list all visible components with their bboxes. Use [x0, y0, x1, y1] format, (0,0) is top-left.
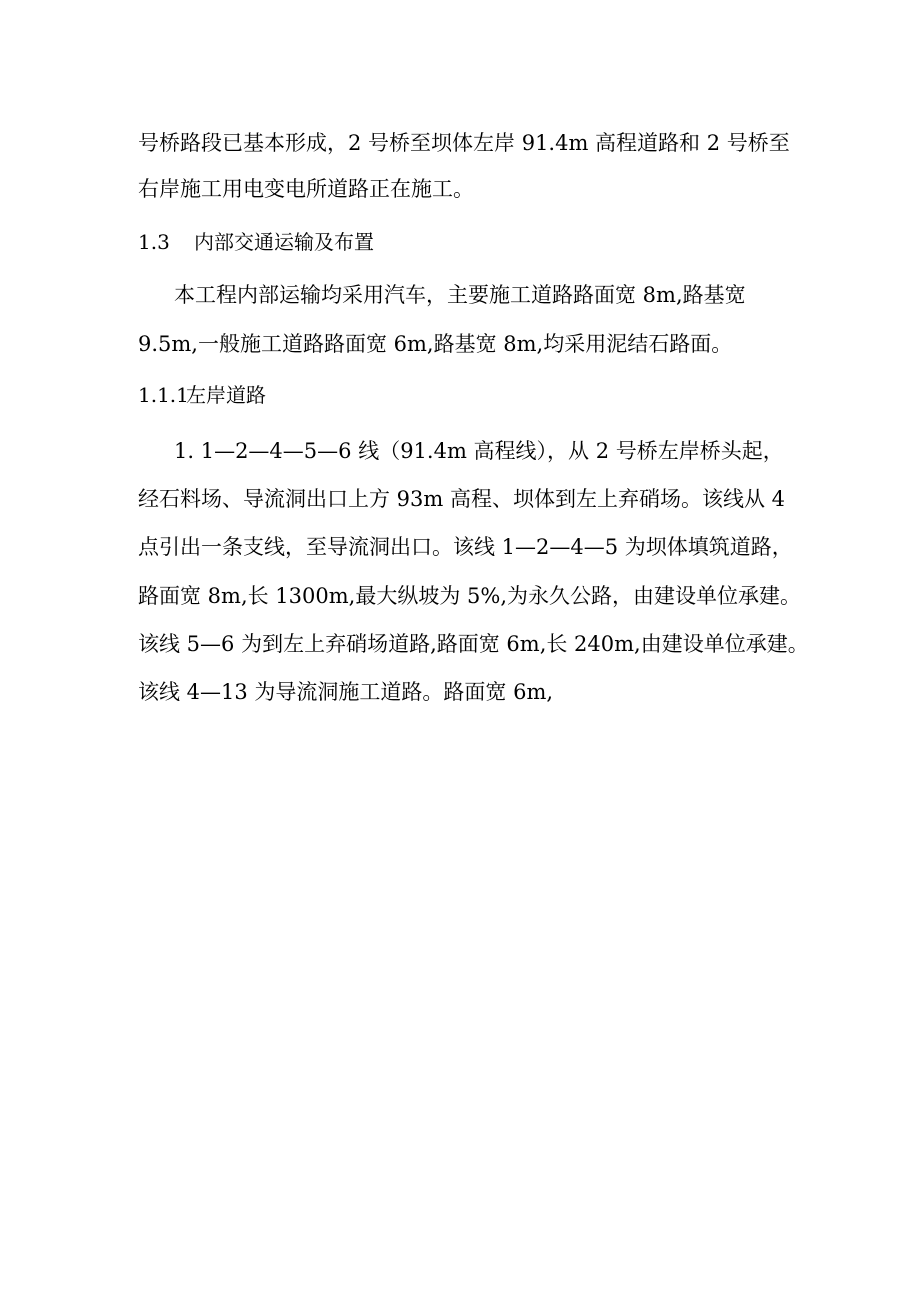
section-title: 左岸道路 — [186, 383, 266, 407]
paragraph-continuation-line-1: 号桥路段已基本形成，2 号桥至坝体左岸 91.4m 高程道路和 2 号桥至 — [138, 131, 790, 155]
paragraph-continuation-line-2: 右岸施工用电变电所道路正在施工。 — [138, 177, 474, 201]
section-heading-1-1-1 — [138, 380, 266, 410]
section-title: 内部交通运输及布置 — [194, 230, 374, 254]
paragraph-left-bank-line-5: 该线 5—6 为到左上弃硝场道路,路面宽 6m,长 240m,由建设单位承建。 — [138, 632, 809, 656]
paragraph-left-bank-line-3: 点引出一条支线，至导流洞出口。该线 1—2—4—5 为坝体填筑道路， — [138, 535, 793, 559]
paragraph-left-bank-line-4: 路面宽 8m,长 1300m,最大纵坡为 5%,为永久公路，由建设单位承建。 — [138, 584, 801, 608]
paragraph-transport-line-1: 本工程内部运输均采用汽车，主要施工道路路面宽 8m,路基宽 — [174, 283, 746, 307]
paragraph-left-bank-line-1: 1. 1—2—4—5—6 线（91.4m 高程线），从 2 号桥左岸桥头起， — [174, 439, 784, 463]
paragraph-left-bank-line-6: 该线 4—13 为导流洞施工道路。路面宽 6m, — [138, 680, 554, 704]
section-heading-1-3 — [138, 227, 374, 257]
paragraph-left-bank-line-2: 经石料场、导流洞出口上方 93m 高程、坝体到左上弃硝场。该线从 4 — [138, 487, 786, 511]
paragraph-transport-line-2: 9.5m,一般施工道路路面宽 6m,路基宽 8m,均采用泥结石路面。 — [138, 332, 733, 356]
section-number: 1.1.1 — [138, 383, 189, 407]
section-number: 1.3 — [138, 230, 170, 254]
